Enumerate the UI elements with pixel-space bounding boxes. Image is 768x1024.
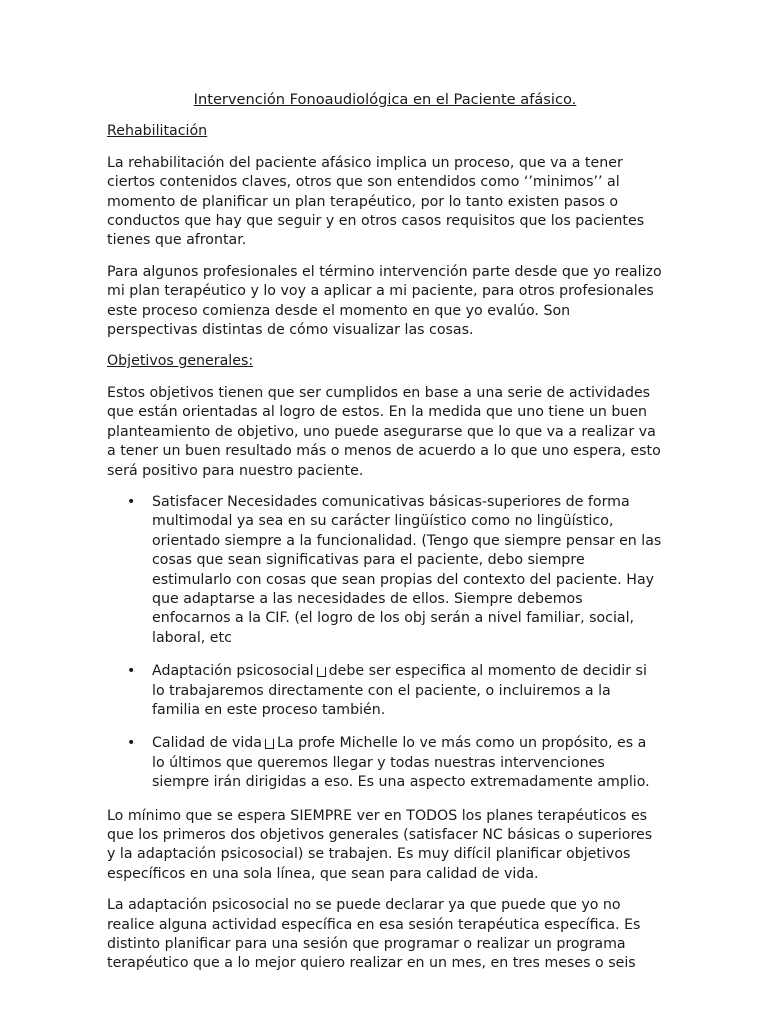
paragraph-4: Lo mínimo que se espera SIEMPRE ver en TODOS los planes terapéuticos es que los primeros dos objetivos generales (satisfacer NC básicas o superiores y la adaptación psicosocial) se trabajen. Es muy difícil planificar objetivos específicos en una sola línea, que sean para calidad de vida. (107, 807, 653, 882)
list-item-lead: Calidad de vida (152, 735, 262, 752)
list-item (107, 662, 663, 720)
objectives-list (107, 493, 663, 793)
list-item-lead: Adaptación psicosocial (152, 663, 314, 680)
list-item-text: La profe Michelle lo ve más como un propósito, es a lo últimos que queremos llegar y todas nuestras intervenciones siempre irán dirigidas a eso. Es una aspecto extremadamente amplio. (152, 735, 650, 791)
section-heading-objetivos: Objetivos generales: (107, 353, 254, 370)
section-heading-rehabilitacion: Rehabilitación (107, 123, 208, 140)
bullet-icon: • (127, 735, 136, 752)
document-title: Intervención Fonoaudiológica en el Paciente afásico. (193, 91, 577, 108)
bullet-icon: • (127, 493, 136, 510)
separator-icon (317, 667, 326, 677)
bullet-icon: • (127, 663, 136, 680)
list-item-text: Satisfacer Necesidades comunicativas básicas-superiores de forma multimodal ya sea en su carácter lingüístico como no lingüístico, orientado siempre a la funcionalidad. (Tengo que siempre pensar en las cosas que sean significativas para el paciente, debo siempre estimularlo con cosas que sean propias del contexto del paciente. Hay que adaptarse a las necesidades de ellos. Siempre debemos enfocarnos a la CIF. (el logro de los obj serán a nivel familiar, social, laboral, etc (152, 493, 662, 646)
separator-icon (265, 739, 274, 749)
paragraph-5: La adaptación psicosocial no se puede declarar ya que puede que yo no realice alguna actividad específica en esa sesión terapéutica específica. Es distinto planificar para una sesión que programar o realizar un programa terapéutico que a lo mejor quiero realizar en un mes, en tres meses o seis (107, 897, 641, 972)
paragraph-1: La rehabilitación del paciente afásico implica un proceso, que va a tener ciertos contenidos claves, otros que son entendidos como ‘’minimos’’ al momento de planificar un plan terapéutico, por lo tanto existen pasos o conductos que hay que seguir y en otros casos requisitos que los pacientes tienes que afrontar. (107, 154, 645, 249)
document-page (107, 90, 663, 986)
list-item (107, 493, 663, 648)
paragraph-3: Estos objetivos tienen que ser cumplidos en base a una serie de actividades que están orientadas al logro de estos. En la medida que uno tiene un buen planteamiento de objetivo, uno puede asegurarse que lo que va a realizar va a tener un buen resultado más o menos de acuerdo a lo que uno espera, esto será positivo para nuestro paciente. (107, 384, 661, 479)
list-item-text: debe ser especifica al momento de decidir si lo trabajaremos directamente con el paciente, o incluiremos a la familia en este proceso también. (152, 663, 647, 718)
paragraph-2: Para algunos profesionales el término intervención parte desde que yo realizo mi plan terapéutico y lo voy a aplicar a mi paciente, para otros profesionales este proceso comienza desde el momento en que yo evalúo. Son perspectivas distintas de cómo visualizar las cosas. (107, 263, 662, 339)
list-item (107, 734, 663, 792)
